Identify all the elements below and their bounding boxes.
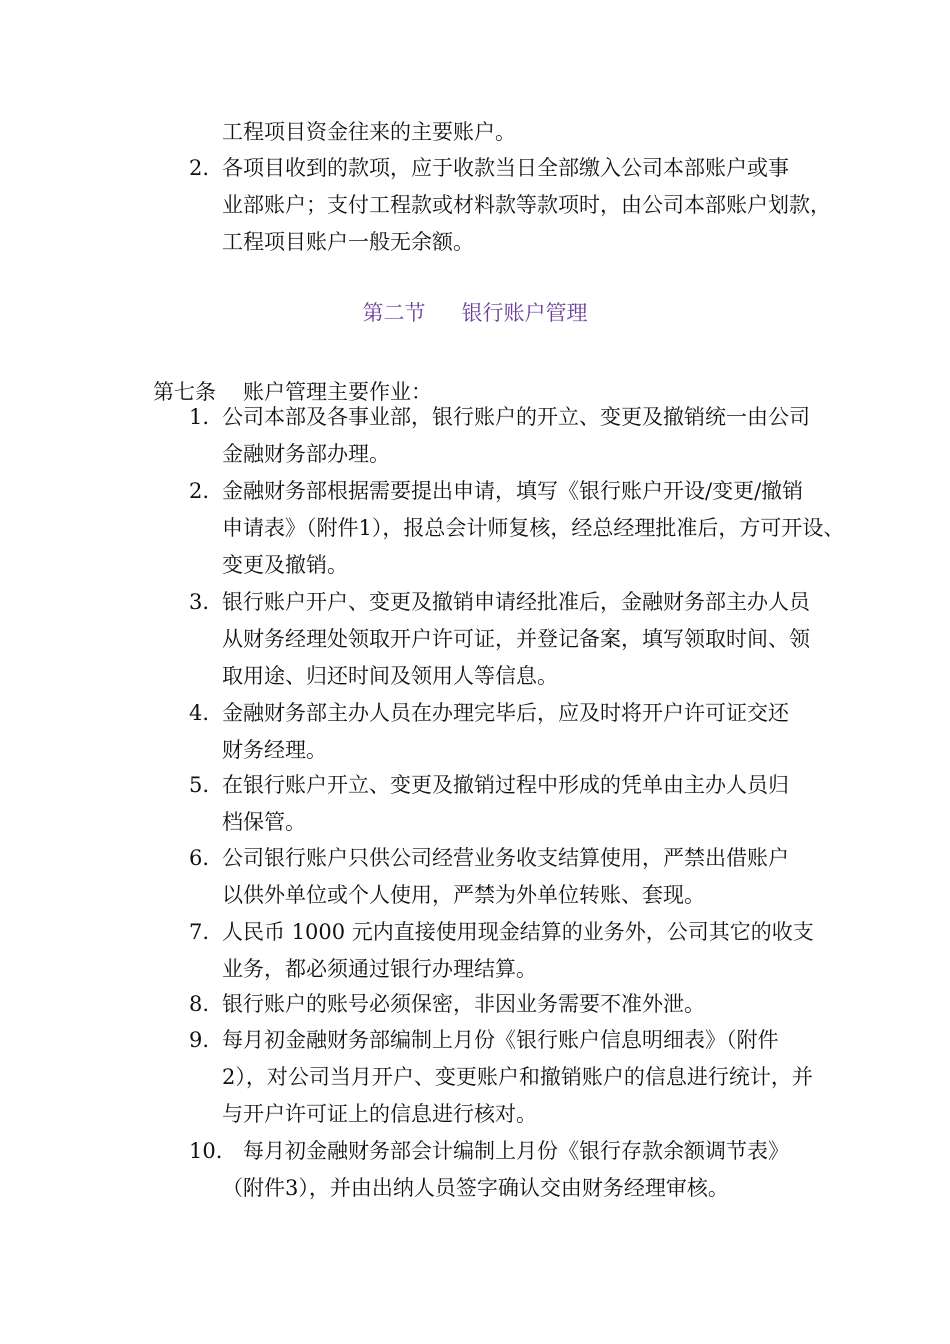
list-item-line: 公司银行账户只供公司经营业务收支结算使用，严禁出借账户 — [222, 846, 789, 870]
list-item-number: 9. — [189, 1028, 210, 1052]
list-item-line: 每月初金融财务部编制上月份《银行账户信息明细表》（附件 — [222, 1028, 779, 1052]
section-title: 银行账户管理 — [461, 301, 588, 325]
list-item-line: 每月初金融财务部会计编制上月份《银行存款余额调节表》 — [243, 1139, 789, 1163]
list-item-line: 从财务经理处领取开户许可证，并登记备案，填写领取时间、领 — [222, 627, 810, 651]
list-item-line: 与开户许可证上的信息进行核对。 — [222, 1102, 537, 1126]
list-item-line: 金融财务部办理。 — [222, 442, 390, 466]
list-item-line: 银行账户的账号必须保密，非因业务需要不准外泄。 — [222, 992, 705, 1016]
list-item-line: 以供外单位或个人使用，严禁为外单位转账、套现。 — [222, 883, 705, 907]
list-item-line: 2），对公司当月开户、变更账户和撤销账户的信息进行统计，并 — [222, 1065, 813, 1089]
section-heading — [0, 298, 950, 328]
list-item-number: 1. — [189, 405, 210, 429]
list-item-line: 申请表》（附件1），报总会计师复核，经总经理批准后，方可开设、 — [222, 516, 845, 540]
list-item-line: 各项目收到的款项，应于收款当日全部缴入公司本部账户或事 — [222, 156, 789, 180]
list-item-line: 档保管。 — [222, 810, 306, 834]
list-item-number: 2. — [189, 479, 210, 503]
list-item-number: 8. — [189, 992, 210, 1016]
list-item-line: 公司本部及各事业部，银行账户的开立、变更及撤销统一由公司 — [222, 405, 810, 429]
list-item-line: 工程项目账户一般无余额。 — [222, 230, 474, 254]
list-item-line: 在银行账户开立、变更及撤销过程中形成的凭单由主办人员归 — [222, 773, 789, 797]
list-item-line: 变更及撤销。 — [222, 553, 348, 577]
list-item-line: （附件3），并由出纳人员签字确认交由财务经理审核。 — [222, 1176, 729, 1200]
article-title: 账户管理主要作业： — [243, 380, 432, 404]
list-item-line: 银行账户开户、变更及撤销申请经批准后，金融财务部主办人员 — [222, 590, 810, 614]
list-item-number: 6. — [189, 846, 210, 870]
list-item-line: 业务，都必须通过银行办理结算。 — [222, 957, 537, 981]
list-item-number: 4. — [189, 701, 210, 725]
section-number: 第二节 — [362, 301, 426, 325]
article-label: 第七条 — [153, 380, 216, 404]
list-item-line: 金融财务部主办人员在办理完毕后，应及时将开户许可证交还 — [222, 701, 789, 725]
continuation-line: 工程项目资金往来的主要账户。 — [222, 120, 516, 144]
list-item-line: 金融财务部根据需要提出申请，填写《银行账户开设/变更/撤销 — [222, 479, 804, 503]
list-item-number: 5. — [189, 773, 210, 797]
list-item-number: 7. — [189, 920, 210, 944]
list-item-line: 人民币 1000 元内直接使用现金结算的业务外，公司其它的收支 — [222, 920, 814, 944]
list-item-line: 财务经理。 — [222, 738, 327, 762]
list-item-number: 10. — [189, 1139, 223, 1163]
list-item-line: 取用途、归还时间及领用人等信息。 — [222, 664, 558, 688]
list-item-number: 3. — [189, 590, 210, 614]
list-item-number: 2. — [189, 156, 210, 180]
list-item-line: 业部账户；支付工程款或材料款等款项时，由公司本部账户划款， — [222, 193, 831, 217]
